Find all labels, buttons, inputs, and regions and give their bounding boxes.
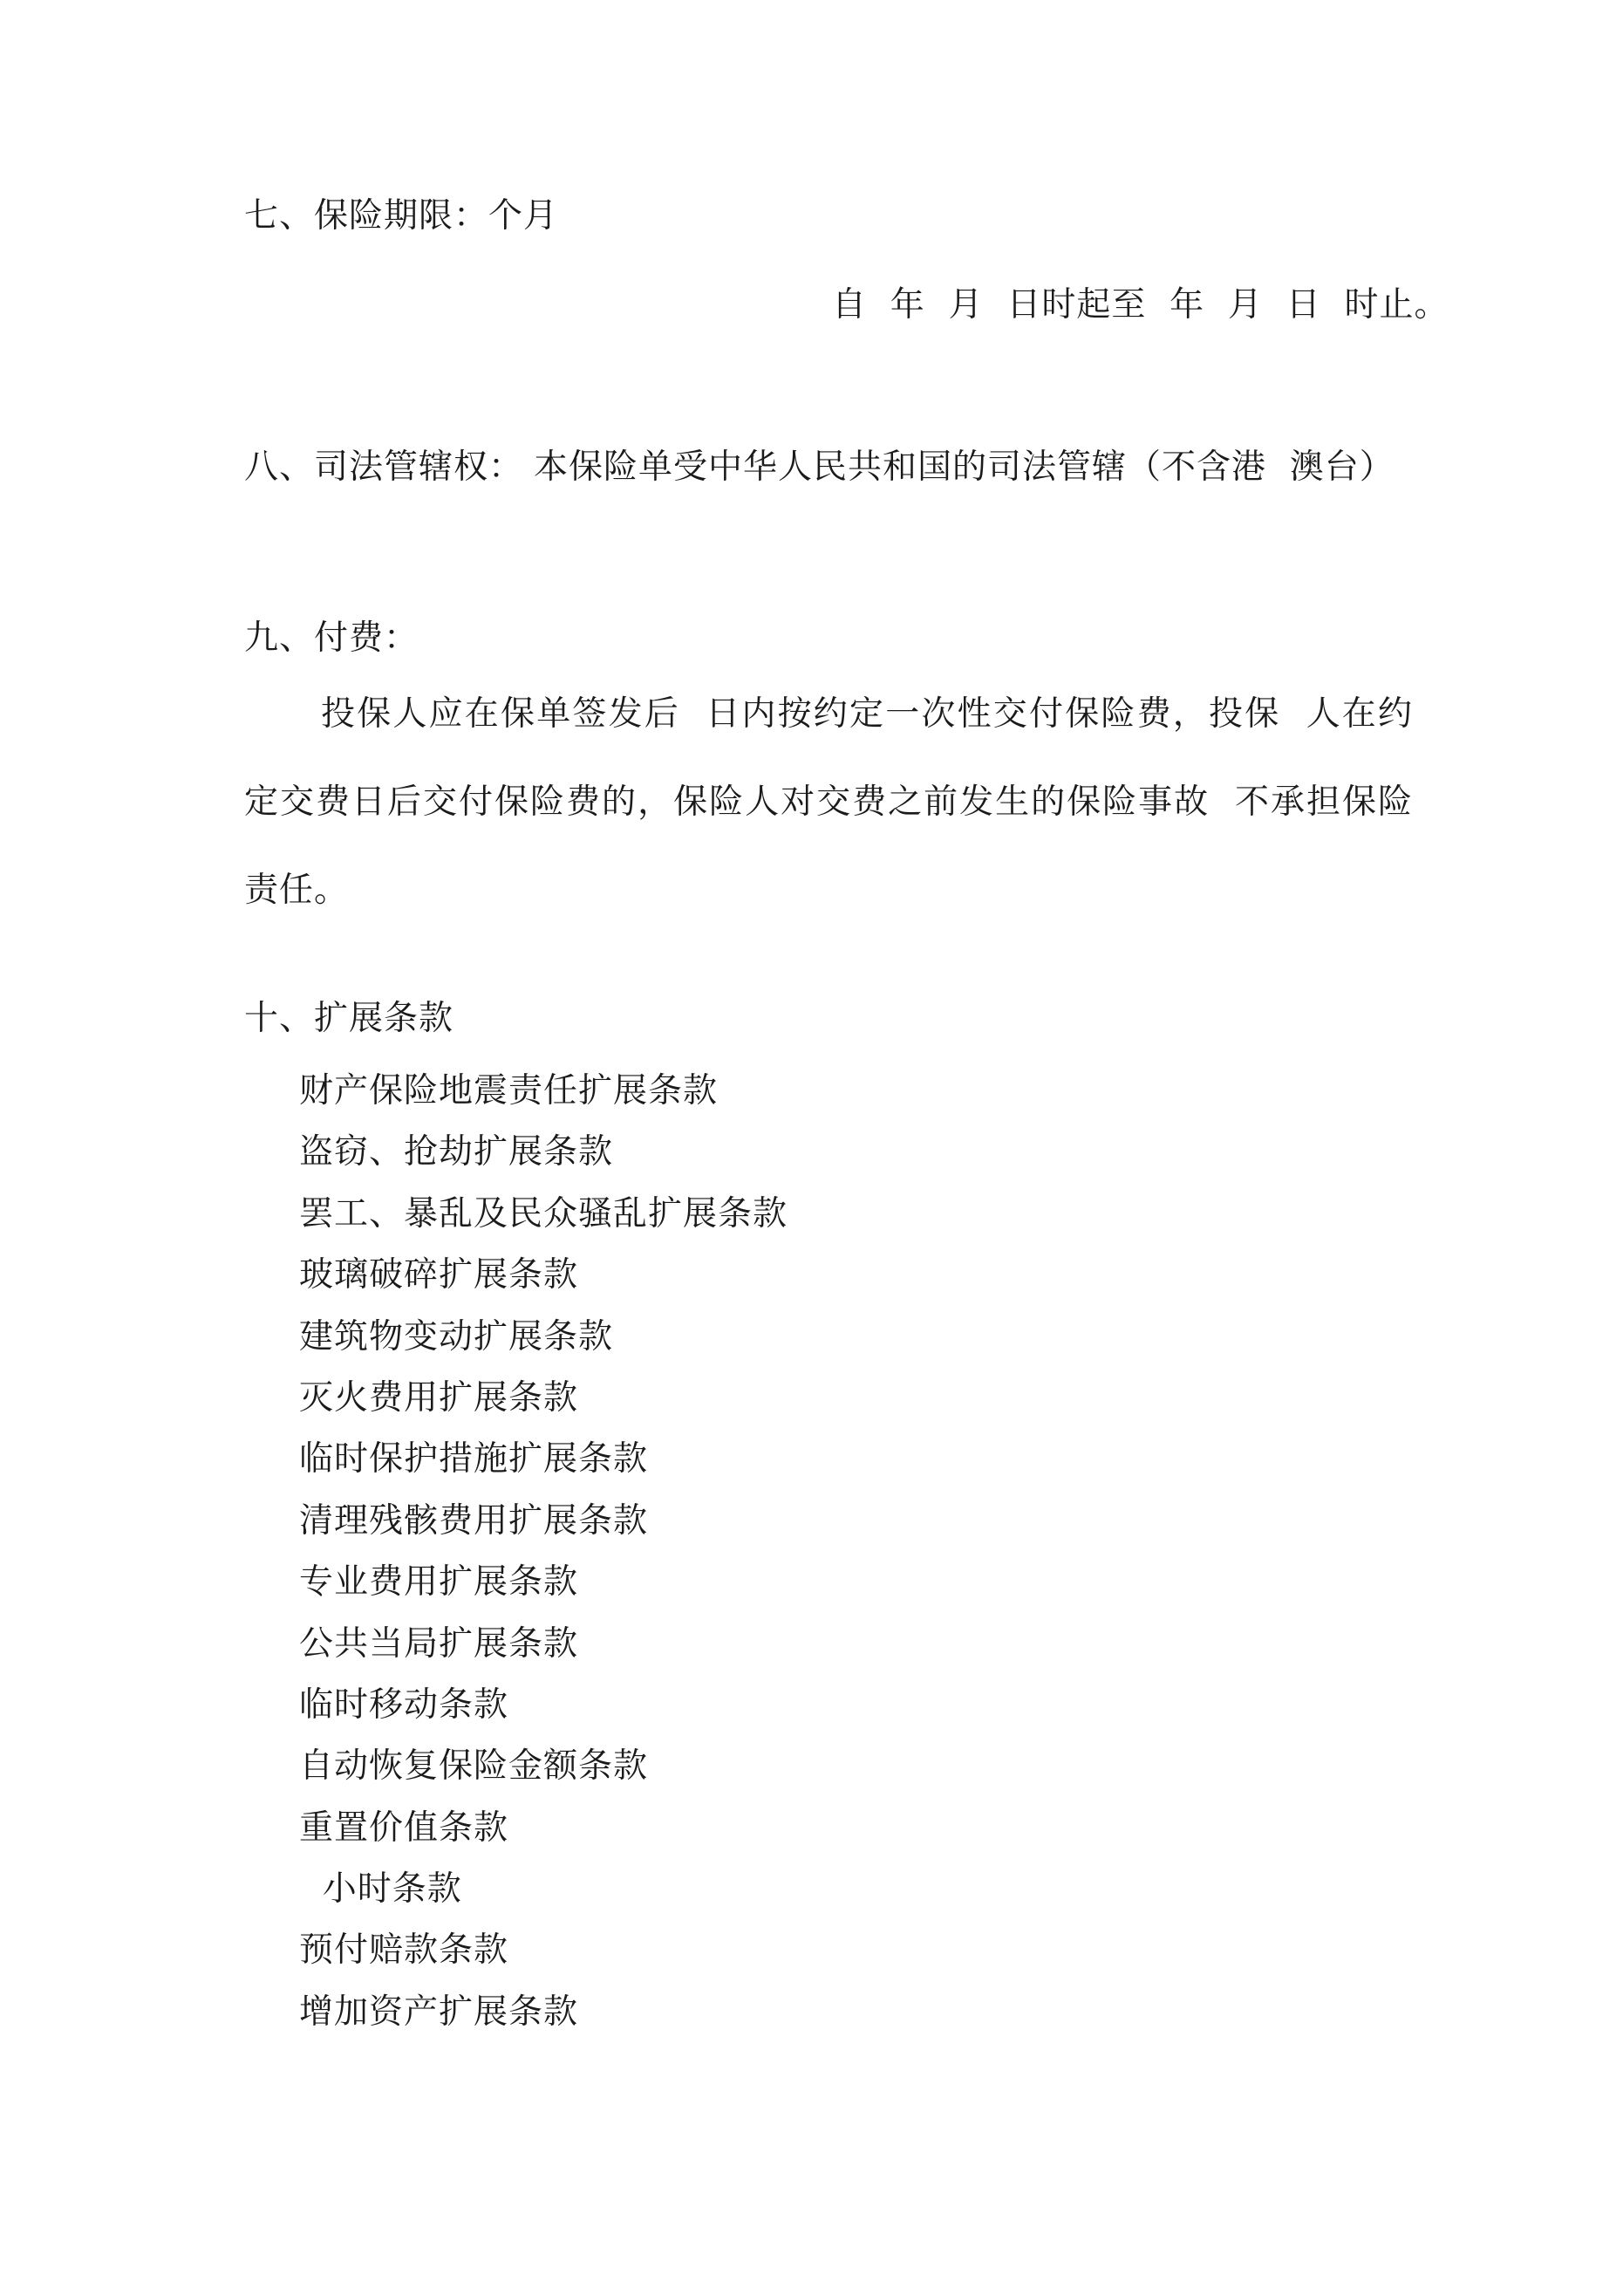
list-item: 小时条款 xyxy=(299,1869,462,1910)
list-item: 公共当局扩展条款 xyxy=(299,1623,579,1664)
section-8-heading: 八、司法管辖权： xyxy=(244,448,524,487)
list-item: 临时移动条款 xyxy=(299,1684,509,1725)
extension-clause-list xyxy=(299,1061,788,2043)
list-item: 建筑物变动扩展条款 xyxy=(299,1316,614,1356)
list-item: 盗窃、抢劫扩展条款 xyxy=(299,1132,614,1172)
list-item: 玻璃破碎扩展条款 xyxy=(299,1255,579,1295)
insurance-period-line: 自 年 月 日时起至 年 月 日 时止。 xyxy=(832,285,1449,325)
list-item: 清理残骸费用扩展条款 xyxy=(299,1500,649,1541)
list-item: 财产保险地震责任扩展条款 xyxy=(299,1071,719,1110)
section-9-heading: 九、付费： xyxy=(244,618,419,658)
list-item: 增加资产扩展条款 xyxy=(299,1992,579,2032)
payment-paragraph: 投保人应在保单签发后 日内按约定一次性交付保险费，投保 人在约定交费日后交付保险费的，保险人对交费之前发生的保险事故 不承担保险责任。 xyxy=(244,694,1413,910)
list-item: 灭火费用扩展条款 xyxy=(299,1377,579,1418)
list-item: 预付赔款条款 xyxy=(299,1930,509,1971)
list-item: 罢工、暴乱及民众骚乱扩展条款 xyxy=(299,1193,788,1233)
section-7-heading: 七、保险期限：个月 xyxy=(244,196,559,236)
jurisdiction-text: 本保险单受中华人民共和国的司法管辖（不含港 澳台） xyxy=(534,448,1395,487)
list-item: 自动恢复保险金额条款 xyxy=(299,1746,649,1787)
section-10-heading: 十、扩展条款 xyxy=(244,999,454,1038)
list-item: 重置价值条款 xyxy=(299,1807,509,1848)
list-item: 临时保护措施扩展条款 xyxy=(299,1439,649,1479)
list-item: 专业费用扩展条款 xyxy=(299,1562,579,1602)
